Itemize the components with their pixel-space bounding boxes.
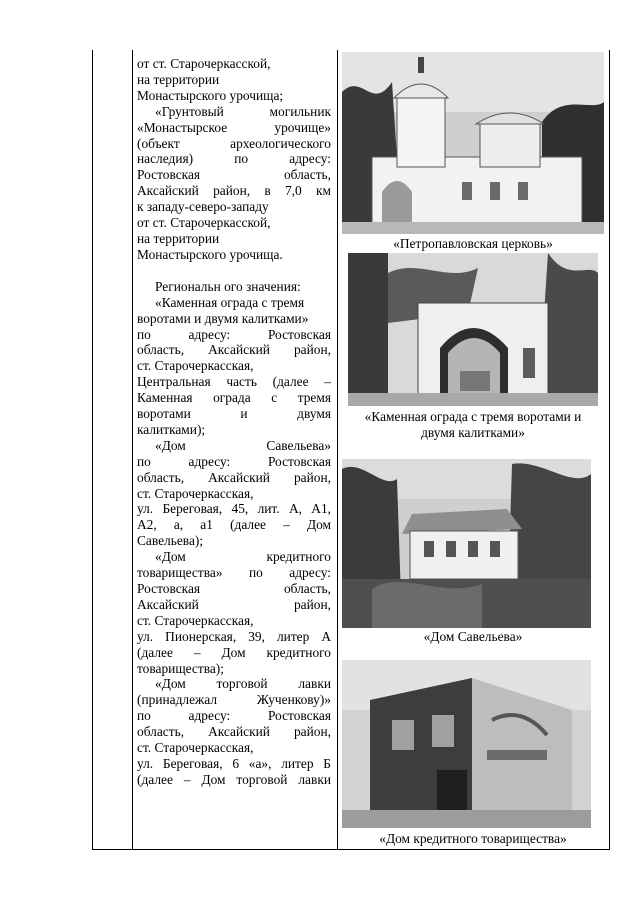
text-line: к западу-северо-западу: [137, 199, 269, 215]
photo-petropavlovsk-church: [342, 52, 604, 234]
text-line: Ростовская область,: [137, 167, 331, 183]
text-line: калитками);: [137, 421, 206, 437]
table-column-divider-1: [132, 50, 133, 850]
text-line: (принадлежал Жученкову)»: [137, 692, 331, 708]
text-line: ст. Старочеркасская,: [137, 740, 254, 756]
text-line: «Грунтовый могильник: [155, 103, 331, 119]
caption-church-line-1: «Петропавловская церковь»: [393, 236, 553, 251]
paragraph-gap: [137, 263, 331, 279]
text-line: по адресу: Ростовская: [137, 326, 331, 342]
table-right-border: [609, 50, 610, 850]
text-line: Аксайский район, в 7,0 км: [137, 183, 331, 199]
text-line: «Дом Савельева»: [155, 437, 331, 453]
text-line: Монастырского урочища;: [137, 87, 284, 103]
text-line: наследия) по адресу:: [137, 151, 331, 167]
text-line: воротами и двумя: [137, 406, 331, 422]
text-line: Каменная ограда с тремя: [137, 390, 331, 406]
text-line: Монастырского урочища.: [137, 246, 283, 262]
text-line: «Дом торговой лавки: [155, 676, 331, 692]
caption-bank-line-1: «Дом кредитного товарищества»: [379, 831, 567, 846]
text-line: товарищества» по адресу:: [137, 565, 331, 581]
caption-gate: [342, 409, 604, 441]
text-line: Ростовская область,: [137, 581, 331, 596]
text-line: «Каменная ограда с тремя: [155, 294, 305, 310]
caption-bank: [342, 831, 604, 847]
text-line: товарищества);: [137, 660, 224, 676]
table-column-divider-2: [337, 50, 338, 850]
text-line: по адресу: Ростовская: [137, 453, 331, 469]
caption-church: [342, 236, 604, 252]
text-line: «Дом кредитного: [155, 549, 331, 565]
text-line: Центральная часть (далее –: [137, 374, 331, 390]
text-line: область, Аксайский район,: [137, 724, 331, 740]
text-line: ул. Береговая, 45, лит. А, А1,: [137, 501, 331, 517]
text-line: (объект археологического: [137, 135, 331, 151]
table-bottom-border: [92, 849, 610, 850]
text-line: Аксайский район,: [137, 596, 331, 612]
text-line: от ст. Старочеркасской,: [137, 56, 271, 71]
text-line: на территории: [137, 230, 220, 246]
text-line: Региональн ого значения:: [155, 278, 301, 294]
text-line: ст. Старочеркасская,: [137, 358, 254, 374]
photo-savelyev-house: [342, 459, 591, 628]
text-line: ст. Старочеркасская,: [137, 612, 254, 628]
text-line: от ст. Старочеркасской,: [137, 215, 271, 231]
text-line: область, Аксайский район,: [137, 469, 331, 485]
text-line: по адресу: Ростовская: [137, 708, 331, 724]
text-line: (далее – Дом кредитного: [137, 644, 331, 660]
text-line: «Монастырское урочище»: [137, 119, 331, 135]
description-text-column: [137, 56, 331, 788]
text-line: ул. Пионерская, 39, литер А: [137, 628, 331, 644]
caption-house-line-1: «Дом Савельева»: [423, 629, 523, 644]
caption-gate-line-2: двумя калитками»: [421, 424, 525, 440]
caption-gate-line-1: «Каменная ограда с тремя воротами и: [364, 409, 582, 424]
text-line: (далее – Дом торговой лавки: [137, 771, 331, 787]
caption-house: [342, 629, 604, 645]
text-line: область, Аксайский район,: [137, 342, 331, 358]
table-left-border: [92, 50, 93, 850]
text-line: воротами и двумя калитками»: [137, 310, 309, 326]
text-line: А2, а, а1 (далее – Дом: [137, 517, 331, 533]
text-line: на территории: [137, 71, 220, 87]
text-line: ст. Старочеркасская,: [137, 485, 254, 501]
photo-stone-fence-gate: [348, 253, 598, 406]
text-line: Савельева);: [137, 533, 204, 549]
photo-credit-partnership-house: [342, 660, 591, 828]
text-line: ул. Береговая, 6 «а», литер Б: [137, 755, 331, 771]
